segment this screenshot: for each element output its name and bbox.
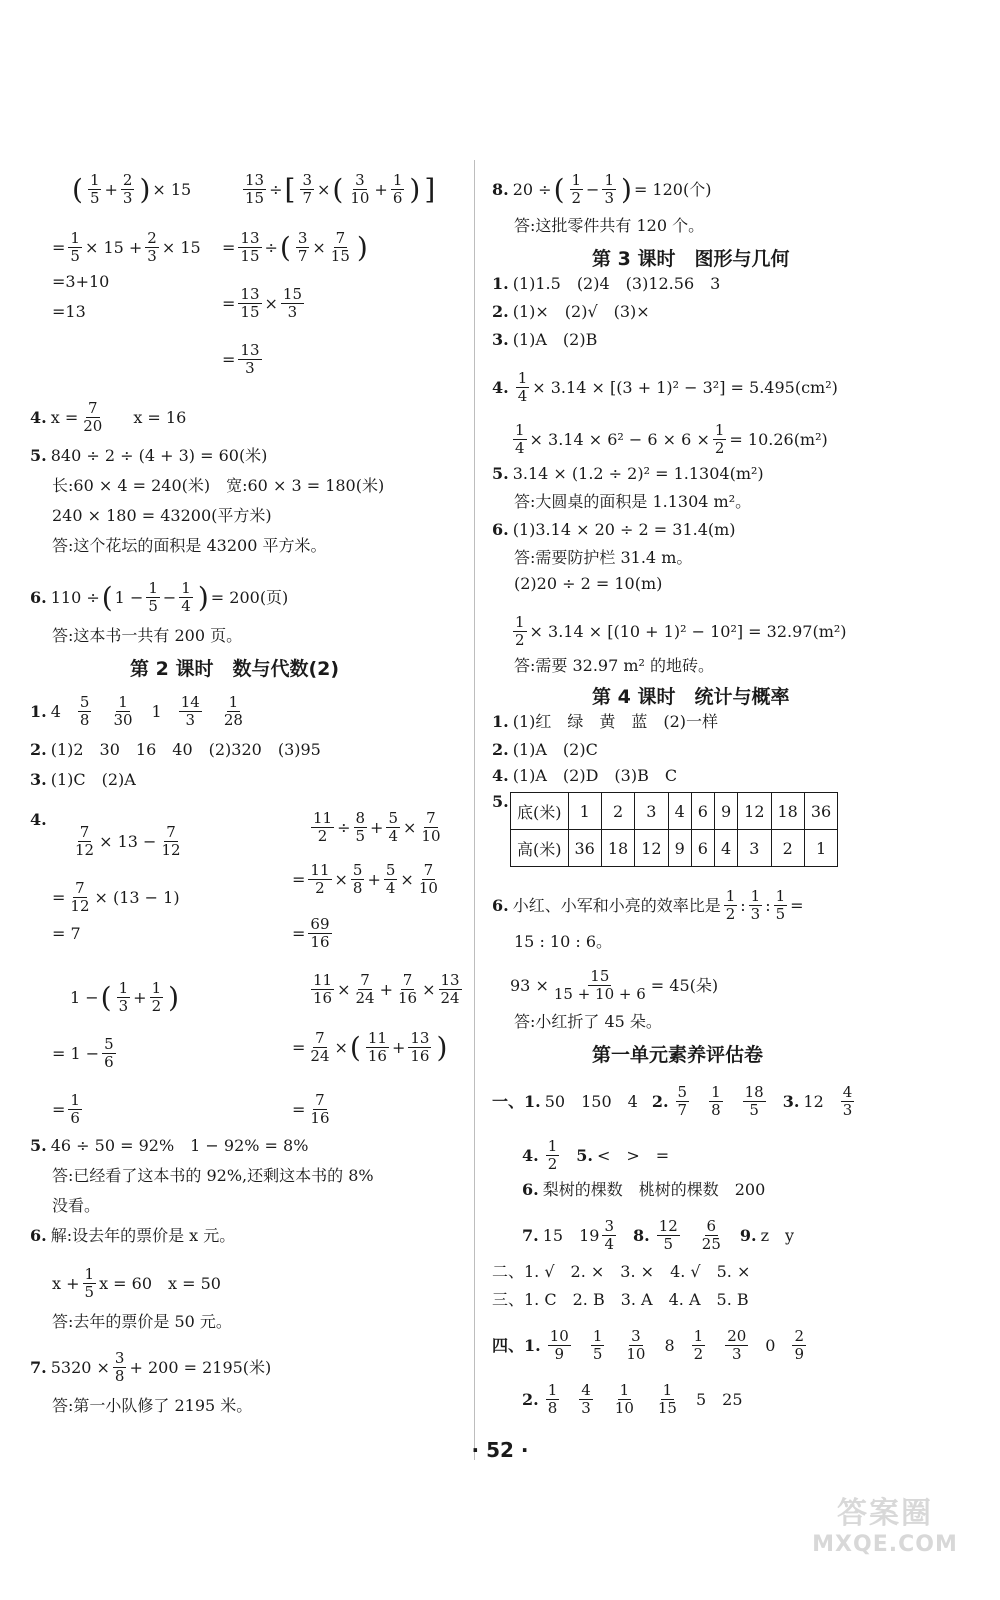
section-heading-5: 第一单元素养评估卷 <box>592 1044 764 1066</box>
table-cell: 4 <box>714 830 737 867</box>
watermark-logo <box>800 1488 970 1578</box>
fraction: $\frac{1}{6}$ <box>70 1091 80 1127</box>
s2-q4-label: 4. <box>30 810 47 829</box>
fraction: $\frac{1}{28}$ <box>223 693 243 729</box>
fraction: $\frac{7}{10}$ <box>421 809 441 845</box>
fraction: $\frac{1}{10}$ <box>614 1381 634 1417</box>
s2-q4-c2: = 1 − $\frac{5}{6}$ <box>52 1035 114 1071</box>
table-cell: 3 <box>738 830 771 867</box>
fraction: $\frac{1}{2}$ <box>515 613 525 649</box>
s4-q6-answer: 答:小红折了 45 朵。 <box>514 1012 662 1031</box>
s2-q6-line1: 6. 解:设去年的票价是 x 元。 <box>30 1226 236 1245</box>
s3-q4-line1: 4. $\frac{1}{4}$ × 3.14 × [(3 + 1)² − 3²] = 5.495(cm²) <box>492 369 838 405</box>
fraction: $\frac{3}{8}$ <box>114 1349 125 1385</box>
table-cell: 高(米) <box>511 830 569 867</box>
table-cell: 18 <box>601 830 634 867</box>
fraction: $\frac{1}{5}$ <box>84 1265 95 1301</box>
s3-q6-line3: $\frac{1}{2}$ × 3.14 × [(10 + 1)² − 10²] = 32.97(m²) <box>515 613 847 649</box>
s2-q4-a1: $\frac{7}{12}$ × 13 − $\frac{7}{12}$ <box>75 823 181 859</box>
table-cell: 3 <box>635 793 668 830</box>
step-a2: =3+10 <box>52 272 110 291</box>
s2-q4-a2: = $\frac{7}{12}$ × (13 − 1) <box>52 879 180 915</box>
fraction: $\frac{1}{3}$ <box>750 887 761 923</box>
fraction: $\frac{5}{6}$ <box>104 1035 114 1071</box>
base-height-table <box>510 792 838 867</box>
s3-q6-line2: (2)20 ÷ 2 = 10(m) <box>514 574 663 593</box>
step-b1: = $\frac{13}{15}$ ÷ ( $\frac{3}{7}$ × $\frac{7}{15}$ ) <box>222 229 368 265</box>
fraction: $\frac{5}{4}$ <box>388 809 398 845</box>
section-heading-2: 第 2 课时 数与代数(2) <box>130 658 340 680</box>
s2-q4-b2: = $\frac{11}{2}$ × $\frac{5}{8}$ + $\frac{5}{4}$ × $\frac{7}{10}$ <box>292 861 438 897</box>
table-cell: 12 <box>738 793 771 830</box>
fraction: $\frac{2}{3}$ <box>147 229 157 265</box>
s2-q4-d1: $\frac{11}{16}$ × $\frac{7}{24}$ + $\frac{7}{16}$ × $\frac{13}{24}$ <box>313 971 460 1007</box>
fraction: $\frac{11}{2}$ <box>313 809 333 845</box>
s2-q6-line2: x + $\frac{1}{5}$ x = 60 x = 50 <box>52 1265 221 1301</box>
s2-q7-answer: 答:第一小队修了 2195 米。 <box>52 1396 253 1415</box>
fraction: $\frac{69}{16}$ <box>310 915 330 951</box>
watermark-text: 答案圈 <box>837 1496 933 1531</box>
fraction: $\frac{1}{15}$ <box>657 1381 677 1417</box>
s2-q5-line3: 没看。 <box>52 1196 101 1215</box>
column-divider <box>474 160 475 1460</box>
s2-q4-b3: = $\frac{69}{16}$ <box>292 915 330 951</box>
s5-row1: 一、1. 50 150 4 2. $\frac{5}{7}$ $\frac{1}{8}$ $\frac{18}{5}$ 3. 12 $\frac{4}{3}$ <box>492 1083 853 1119</box>
step-b3: = $\frac{13}{3}$ <box>222 341 260 377</box>
fraction: $\frac{11}{2}$ <box>310 861 330 897</box>
fraction: $\frac{7}{16}$ <box>310 1091 330 1127</box>
s5-row3: 6. 梨树的棵数 桃树的棵数 200 <box>522 1180 766 1199</box>
fraction: $\frac{1}{4}$ <box>181 579 191 615</box>
expr-b: $\frac{13}{15}$ ÷ [ $\frac{3}{7}$ × ( $\frac{3}{10}$ + $\frac{1}{6}$ ) ] <box>245 171 436 207</box>
section-heading-3: 第 3 课时 图形与几何 <box>592 248 790 270</box>
s4-q6-line3: 93 × $\frac{15}{15 + 10 + 6}$ = 45(朵) <box>510 967 719 1003</box>
table-cell: 底(米) <box>511 793 569 830</box>
fraction: $\frac{1}{4}$ <box>515 421 525 457</box>
fraction: $\frac{13}{24}$ <box>440 971 460 1007</box>
fraction: $\frac{1}{5}$ <box>592 1327 603 1363</box>
fraction: $\frac{1}{6}$ <box>392 171 403 207</box>
fraction: $\frac{3}{10}$ <box>626 1327 646 1363</box>
fraction: $\frac{13}{15}$ <box>245 171 265 207</box>
fraction: $\frac{18}{5}$ <box>744 1083 764 1119</box>
expr-a: ( $\frac{1}{5}$ + $\frac{2}{3}$ ) × 15 <box>72 171 192 207</box>
table-cell: 2 <box>771 830 804 867</box>
s2-q3: 3. (1)C (2)A <box>30 770 136 789</box>
table-cell: 12 <box>635 830 668 867</box>
s2-q4-c1: 1 − ( $\frac{1}{3}$ + $\frac{1}{2}$ ) <box>70 979 180 1015</box>
table-cell: 4 <box>668 793 691 830</box>
fraction: $\frac{3}{7}$ <box>297 229 308 265</box>
fraction: $\frac{2}{3}$ <box>122 171 133 207</box>
s3-q6-answer2: 答:需要 32.97 m² 的地砖。 <box>514 656 715 675</box>
fraction: $\frac{6}{25}$ <box>701 1217 721 1253</box>
fraction: $\frac{1}{5}$ <box>89 171 100 207</box>
table-cell: 9 <box>714 793 737 830</box>
left-q5-line2: 长:60 × 4 = 240(米) 宽:60 × 3 = 180(米) <box>52 476 385 495</box>
fraction: $\frac{14}{3}$ <box>180 693 200 729</box>
s5-row2: 4. $\frac{1}{2}$ 5. < > = <box>522 1137 670 1173</box>
fraction: $\frac{7}{24}$ <box>310 1029 330 1065</box>
fraction: $\frac{7}{20}$ <box>83 399 103 435</box>
fraction: $\frac{7}{12}$ <box>70 879 90 915</box>
table-cell: 36 <box>568 830 601 867</box>
table-cell: 9 <box>668 830 691 867</box>
fraction: $\frac{1}{5}$ <box>775 887 786 923</box>
s2-q5-line1: 5. 46 ÷ 50 = 92% 1 − 92% = 8% <box>30 1136 309 1155</box>
fraction: $\frac{1}{3}$ <box>118 979 129 1015</box>
s3-q2: 2. (1)× (2)√ (3)× <box>492 302 650 321</box>
s2-q4-d2: = $\frac{7}{24}$ × ( $\frac{11}{16}$ + $\frac{13}{16}$ ) <box>292 1029 448 1065</box>
step-b2: = $\frac{13}{15}$ × $\frac{15}{3}$ <box>222 285 302 321</box>
left-q6: 6. 110 ÷ ( 1 − $\frac{1}{5}$ − $\frac{1}{4}$ ) = 200(页) <box>30 579 289 615</box>
s4-q2: 2. (1)A (2)C <box>492 740 598 759</box>
fraction: $\frac{4}{3}$ <box>581 1381 591 1417</box>
s2-q4-a3: = 7 <box>52 924 81 943</box>
s2-q6-answer: 答:去年的票价是 50 元。 <box>52 1312 232 1331</box>
fraction: $\frac{20}{3}$ <box>727 1327 747 1363</box>
fraction: $\frac{1}{2}$ <box>547 1137 558 1173</box>
table-row <box>511 793 838 830</box>
s2-q1: 1. 4 $\frac{5}{8}$ $\frac{1}{30}$ 1 $\frac{14}{3}$ $\frac{1}{28}$ <box>30 693 243 729</box>
fraction: $\frac{2}{9}$ <box>794 1327 805 1363</box>
fraction: $\frac{1}{2}$ <box>725 887 736 923</box>
fraction: $\frac{1}{8}$ <box>711 1083 721 1119</box>
step-a1: = $\frac{1}{5}$ × 15 + $\frac{2}{3}$ × 15 <box>52 229 201 265</box>
s5-row4: 7. 15 19 $\frac{3}{4}$ 8. $\frac{12}{5}$ $\frac{6}{25}$ 9. z y <box>522 1217 795 1253</box>
s2-q4-c3: = $\frac{1}{6}$ <box>52 1091 80 1127</box>
fraction: $\frac{13}{15}$ <box>240 285 260 321</box>
step-a3: =13 <box>52 302 86 321</box>
fraction: $\frac{3}{10}$ <box>350 171 370 207</box>
table-cell: 1 <box>568 793 601 830</box>
fraction: $\frac{1}{3}$ <box>604 171 614 207</box>
s3-q6-line1: 6. (1)3.14 × 20 ÷ 2 = 31.4(m) <box>492 520 736 539</box>
fraction: $\frac{15}{15 + 10 + 6}$ <box>553 967 646 1003</box>
fraction: $\frac{13}{16}$ <box>410 1029 430 1065</box>
s5-row8: 2. $\frac{1}{8}$ $\frac{4}{3}$ $\frac{1}{10}$ $\frac{1}{15}$ 5 25 <box>522 1381 743 1417</box>
fraction: $\frac{7}{15}$ <box>330 229 350 265</box>
s2-q7: 7. 5320 × $\frac{3}{8}$ + 200 = 2195(米) <box>30 1349 272 1385</box>
s3-q6-answer1: 答:需要防护栏 31.4 m。 <box>514 548 693 567</box>
fraction: $\frac{7}{16}$ <box>398 971 418 1007</box>
fraction: $\frac{1}{2}$ <box>571 171 582 207</box>
right-q8-answer: 答:这批零件共有 120 个。 <box>514 216 705 235</box>
table-cell: 6 <box>691 793 714 830</box>
s4-q1: 1. (1)红 绿 黄 蓝 (2)一样 <box>492 712 719 731</box>
fraction: $\frac{11}{16}$ <box>367 1029 387 1065</box>
s5-row6: 三、1. C 2. B 3. A 4. A 5. B <box>492 1290 749 1309</box>
fraction: $\frac{1}{5}$ <box>148 579 158 615</box>
table-cell: 36 <box>804 793 837 830</box>
s5-row5: 二、1. √ 2. × 3. × 4. √ 5. × <box>492 1262 751 1281</box>
s2-q4-b1: $\frac{11}{2}$ ÷ $\frac{8}{5}$ + $\frac{5}{4}$ × $\frac{7}{10}$ <box>313 809 441 845</box>
fraction: $\frac{3}{4}$ <box>604 1217 614 1253</box>
left-q5-line3: 240 × 180 = 43200(平方米) <box>52 506 272 525</box>
table-row <box>511 830 838 867</box>
table-cell: 2 <box>601 793 634 830</box>
s4-q4: 4. (1)A (2)D (3)B C <box>492 766 678 785</box>
fraction: $\frac{1}{8}$ <box>547 1381 558 1417</box>
fraction: $\frac{12}{5}$ <box>658 1217 678 1253</box>
table-cell: 6 <box>691 830 714 867</box>
s4-q5-label: 5. <box>492 792 509 811</box>
s3-q5: 5. 3.14 × (1.2 ÷ 2)² = 1.1304(m²) <box>492 464 764 483</box>
fraction: $\frac{1}{4}$ <box>517 369 528 405</box>
fraction: $\frac{7}{24}$ <box>355 971 375 1007</box>
fraction: $\frac{1}{2}$ <box>693 1327 704 1363</box>
fraction: $\frac{1}{2}$ <box>714 421 725 457</box>
fraction: $\frac{11}{16}$ <box>313 971 333 1007</box>
section-heading-4: 第 4 课时 统计与概率 <box>592 686 790 708</box>
s3-q3: 3. (1)A (2)B <box>492 330 598 349</box>
fraction: $\frac{5}{8}$ <box>79 693 90 729</box>
left-q4: 4. x = $\frac{7}{20}$ x = 16 <box>30 399 187 435</box>
fraction: $\frac{1}{30}$ <box>113 693 133 729</box>
fraction: $\frac{13}{15}$ <box>240 229 260 265</box>
fraction: $\frac{5}{7}$ <box>677 1083 688 1119</box>
s2-q2: 2. (1)2 30 16 40 (2)320 (3)95 <box>30 740 321 759</box>
table-cell: 1 <box>804 830 837 867</box>
fraction: $\frac{13}{3}$ <box>240 341 260 377</box>
fraction: $\frac{7}{10}$ <box>418 861 438 897</box>
fraction: $\frac{7}{12}$ <box>75 823 95 859</box>
left-q6-answer: 答:这本书一共有 200 页。 <box>52 626 243 645</box>
watermark-url: MXQE.COM <box>812 1532 958 1557</box>
fraction: $\frac{10}{9}$ <box>549 1327 569 1363</box>
fraction: $\frac{1}{5}$ <box>70 229 80 265</box>
left-q5-line1: 5. 840 ÷ 2 ÷ (4 + 3) = 60(米) <box>30 446 268 465</box>
s4-q6-line1: 6. 小红、小军和小亮的效率比是 $\frac{1}{2}$ : $\frac{1}{3}$ : $\frac{1}{5}$ = <box>492 887 804 923</box>
left-q5-answer: 答:这个花坛的面积是 43200 平方米。 <box>52 536 327 555</box>
fraction: $\frac{5}{4}$ <box>385 861 396 897</box>
s3-q1: 1. (1)1.5 (2)4 (3)12.56 3 <box>492 274 721 293</box>
table-cell: 18 <box>771 793 804 830</box>
page-number: · 52 · <box>471 1438 529 1462</box>
fraction: $\frac{15}{3}$ <box>282 285 302 321</box>
s3-q4-line2: $\frac{1}{4}$ × 3.14 × 6² − 6 × 6 × $\frac{1}{2}$ = 10.26(m²) <box>515 421 828 457</box>
fraction: $\frac{8}{5}$ <box>355 809 366 845</box>
fraction: $\frac{7}{12}$ <box>161 823 181 859</box>
s3-q5-answer: 答:大圆桌的面积是 1.1304 m²。 <box>514 492 752 511</box>
fraction: $\frac{5}{8}$ <box>352 861 363 897</box>
right-q8: 8. 20 ÷ ( $\frac{1}{2}$ − $\frac{1}{3}$ ) = 120(个) <box>492 171 712 207</box>
s4-q6-line2: 15 : 10 : 6。 <box>514 932 613 951</box>
s2-q5-line2: 答:已经看了这本书的 92%,还剩这本书的 8% <box>52 1166 374 1185</box>
fraction: $\frac{4}{3}$ <box>842 1083 853 1119</box>
fraction: $\frac{3}{7}$ <box>302 171 312 207</box>
fraction: $\frac{1}{2}$ <box>151 979 162 1015</box>
s5-row7: 四、1. $\frac{10}{9}$ $\frac{1}{5}$ $\frac{3}{10}$ 8 $\frac{1}{2}$ $\frac{20}{3}$ 0 $\frac{2}{9}$ <box>492 1327 805 1363</box>
s2-q4-d3: = $\frac{7}{16}$ <box>292 1091 330 1127</box>
